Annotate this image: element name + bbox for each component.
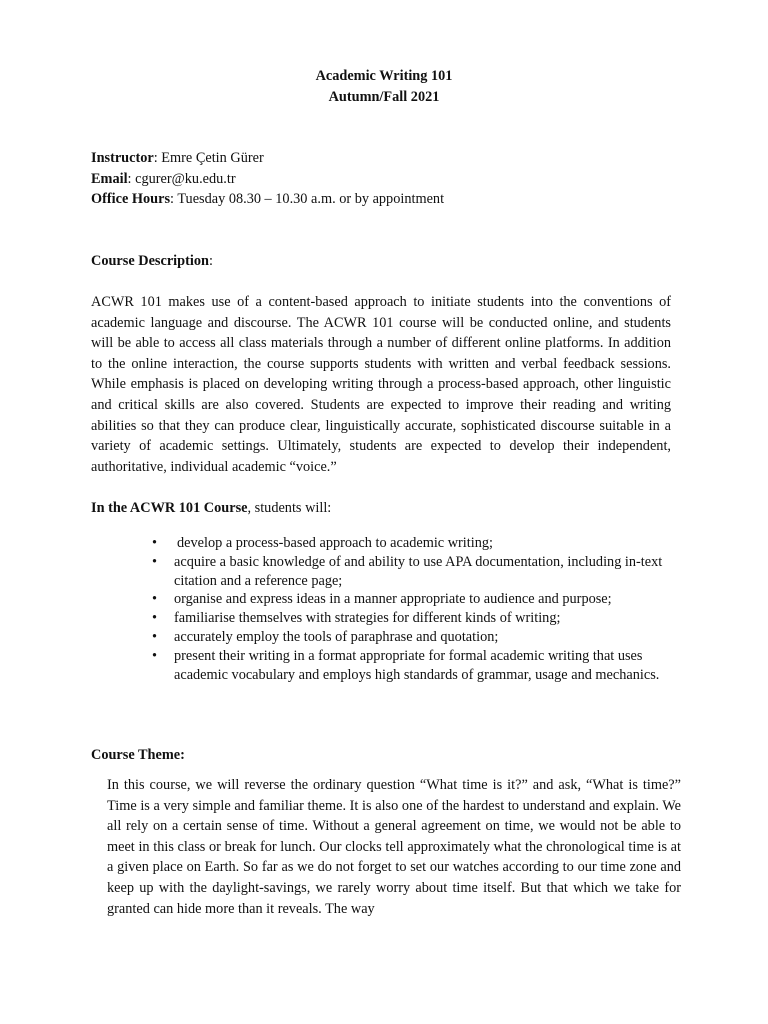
- objectives-list: [152, 534, 692, 684]
- list-item-text: develop a process-based approach to academic writing;: [177, 535, 493, 551]
- course-description-heading: [91, 251, 213, 272]
- email-address: cgurer@ku.edu.tr: [135, 170, 236, 187]
- list-item: [152, 553, 692, 591]
- list-item: [152, 609, 692, 628]
- email-label: Email: [91, 170, 128, 187]
- list-item: [152, 534, 692, 553]
- instructor-label: Instructor: [91, 150, 154, 166]
- list-item: [152, 647, 692, 685]
- objectives-heading: [91, 498, 331, 519]
- list-item-text: present their writing in a format appropriate for formal academic writing that uses academic vocabulary and employs high standards of grammar, usage and mechanics.: [174, 647, 660, 683]
- course-description-label: Course Description: [91, 253, 209, 269]
- list-item-text: acquire a basic knowledge of and ability to use APA documentation, including in-text citation and a reference page;: [174, 553, 663, 589]
- course-description-body: [91, 292, 671, 477]
- bullet-icon: •: [152, 628, 158, 645]
- instructor-line: Instructor: Emre Çetin Gürer: [91, 150, 264, 166]
- list-item: [152, 628, 692, 647]
- course-term: Autumn/Fall 2021: [328, 89, 440, 105]
- office-hours-line: Office Hours: Tuesday 08.30 – 10.30 a.m. or by appointment: [91, 191, 445, 208]
- instructor-name: Emre Çetin Gürer: [161, 150, 264, 166]
- list-item-text: familiarise themselves with strategies for different kinds of writing;: [174, 610, 561, 627]
- office-hours-label: Office Hours: [91, 191, 171, 208]
- email-line: Email: cgurer@ku.edu.tr: [91, 170, 236, 187]
- course-description-colon: :: [208, 253, 213, 269]
- course-theme-label: Course Theme:: [91, 747, 185, 763]
- objectives-label: In the ACWR 101 Course: [91, 500, 248, 516]
- contact-info: [91, 148, 444, 210]
- list-item: [152, 590, 692, 609]
- list-item-text: organise and express ideas in a manner appropriate to audience and purpose;: [174, 591, 612, 608]
- course-theme-heading: [91, 745, 185, 766]
- bullet-icon: •: [152, 647, 158, 664]
- course-theme-body: [107, 775, 681, 919]
- list-item-text: accurately employ the tools of paraphrase and quotation;: [174, 628, 499, 645]
- bullet-icon: •: [152, 610, 158, 627]
- bullet-icon: •: [152, 553, 158, 570]
- bullet-icon: •: [152, 535, 158, 551]
- objectives-suffix: , students will:: [247, 500, 332, 516]
- course-description-text: ACWR 101 makes use of a content-based approach to initiate students into the conventions of academic language and discourse. The ACWR 101 course will be conducted online, and students will be able to access all class materials through a number of different online platforms. In addition to the online interaction, the course supports students with written and verbal feedback sessions. While emphasis is placed on developing writing through a process-based approach, other linguistic and critical skills are also covered. Students are expected to improve their reading and writing abilities so that they can produce clear, linguistically accurate, sophisticated discourse suitable in a variety of academic settings. Ultimately, students are expected to develop their independent, authoritative, individual academic “voice.”: [91, 294, 671, 475]
- bullet-icon: •: [152, 591, 158, 608]
- course-theme-text: In this course, we will reverse the ordinary question “What time is it?” and ask, “What is time?” Time is a very simple and familiar theme. It is also one of the hardest to understand and explain. We all rely on a certain sense of time. Without a general agreement on time, we would not be able to meet in this class or break for lunch. Our clocks tell approximately what the chronological time is at a given place on Earth. So far as we do not forget to set our watches according to our time zone and keep up with the daylight-savings, we rarely worry about time itself. But that which we take for granted can hide more than it reveals. The way: [107, 777, 681, 917]
- office-hours-value: Tuesday 08.30 – 10.30 a.m. or by appointment: [177, 191, 445, 208]
- document-header: [0, 66, 768, 108]
- course-title: Academic Writing 101: [315, 68, 453, 84]
